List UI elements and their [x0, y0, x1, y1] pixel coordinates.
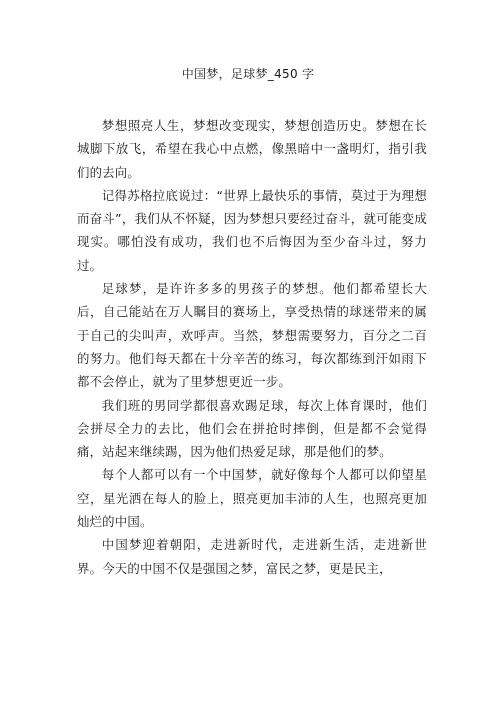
paragraph-5: 每个人都可以有一个中国梦，就好像每个人都可以仰望星空，星光洒在每人的脸上，照亮更加丰沛的人生，也照亮更加灿烂的中国。 [77, 467, 427, 530]
document-body [77, 114, 427, 580]
paragraph-4: 我们班的男同学都很喜欢踢足球，每次上体育课时，他们会拼尽全力的去比，他们会在拼抢时摔倒，但是都不会觉得痛，站起来继续踢，因为他们热爱足球，那是他们的梦。 [77, 397, 427, 460]
paragraph-3: 足球梦，是许许多多的男孩子的梦想。他们都希望长大后，自己能站在万人瞩目的赛场上，享受热情的球迷带来的属于自己的尖叫声，欢呼声。当然，梦想需要努力，百分之二百的努力。他们每天都在十分辛苦的练习，每次都练到汗如雨下都不会停止，就为了里梦想更近一步。 [77, 281, 427, 390]
paragraph-6: 中国梦迎着朝阳，走进新时代，走进新生活，走进新世界。今天的中国不仅是强国之梦，富民之梦，更是民主， [77, 537, 427, 576]
paragraph-2: 记得苏格拉底说过：“世界上最快乐的事情，莫过于为理想而奋斗”，我们从不怀疑，因为梦想只要经过奋斗，就可能变成现实。哪怕没有成功，我们也不后悔因为至少奋斗过，努力过。 [77, 187, 427, 273]
paragraph-1: 梦想照亮人生，梦想改变现实，梦想创造历史。梦想在长城脚下放飞，希望在我心中点燃，像黑暗中一盏明灯，指引我们的去向。 [77, 118, 427, 180]
document-title: 中国梦，足球梦_450 字 [181, 67, 315, 81]
